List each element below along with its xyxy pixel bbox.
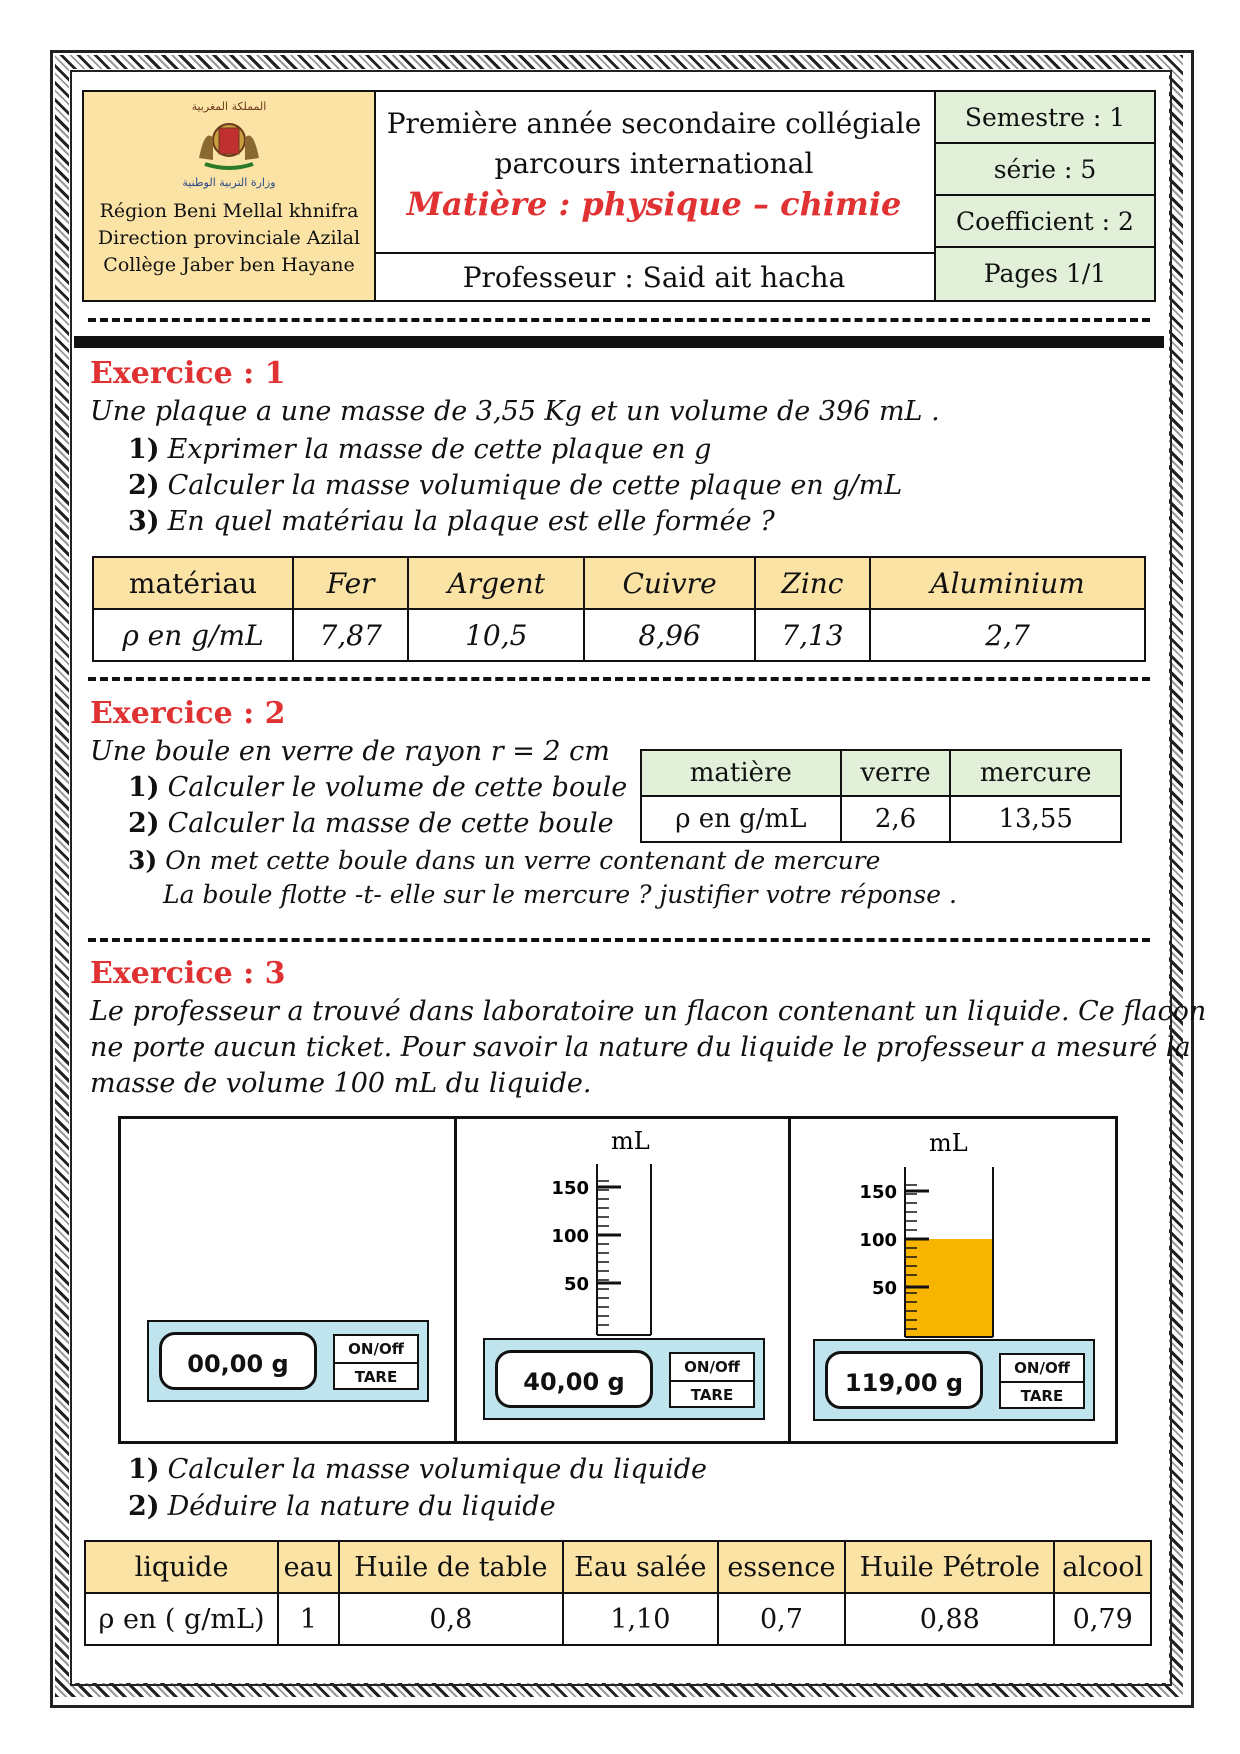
table-cell: 2,7	[870, 609, 1145, 661]
graduated-cylinder-filled	[791, 1119, 1115, 1341]
table-cell: 8,96	[584, 609, 755, 661]
tick-label: 150	[551, 1178, 589, 1199]
table-cell: Cuivre	[584, 557, 755, 609]
semester-cell: Semestre : 1	[936, 92, 1154, 144]
exercise-2-statement: Une boule en verre de rayon r = 2 cm	[90, 736, 610, 767]
exercise-3-question-1: 1) Calculer la masse volumique du liquide	[128, 1454, 707, 1485]
divider-thick	[74, 336, 1164, 348]
exercise-2-question-1: 1) Calculer le volume de cette boule	[128, 772, 628, 803]
table-cell: 7,87	[293, 609, 408, 661]
table-header-row	[93, 557, 1145, 609]
panel-empty-scale	[121, 1119, 457, 1441]
tare-button: TARE	[354, 1368, 398, 1386]
table-cell: verre	[841, 750, 951, 796]
unit-label: mL	[929, 1129, 968, 1157]
exercise-2-question-3: 3) On met cette boule dans un verre contenant de mercure	[128, 846, 881, 875]
series-cell: série : 5	[936, 144, 1154, 196]
table-cell: mercure	[950, 750, 1121, 796]
table-cell: Fer	[293, 557, 408, 609]
table-cell: 1	[278, 1593, 339, 1645]
tick-label: 100	[551, 1226, 589, 1247]
table-header-row	[641, 750, 1121, 796]
panel-empty-cylinder	[457, 1119, 791, 1441]
density-table-liquids	[84, 1540, 1152, 1646]
scale-with-cylinder	[483, 1338, 765, 1420]
tick-label: 50	[871, 1278, 897, 1299]
subject-title: Matière : physique – chimie	[406, 185, 902, 223]
direction-text: Direction provinciale Azilal	[97, 227, 361, 249]
scale-buttons	[999, 1353, 1085, 1409]
table-row	[641, 796, 1121, 842]
tick-label: 100	[859, 1230, 897, 1251]
table-cell: Huile Pétrole	[845, 1541, 1054, 1593]
exercise-2-question-2: 2) Calculer la masse de cette boule	[128, 808, 614, 839]
table-cell: ρ en g/mL	[641, 796, 841, 842]
table-cell: 0,88	[845, 1593, 1054, 1645]
scale-empty	[147, 1320, 429, 1402]
header-institution	[84, 92, 376, 300]
tare-button: TARE	[690, 1386, 734, 1404]
scale-display: 00,00 g	[159, 1332, 317, 1390]
exercise-3-line-2: ne porte aucun ticket. Pour savoir la nature du liquide le professeur a mesuré la	[90, 1032, 1191, 1063]
table-cell: Zinc	[755, 557, 870, 609]
graduated-cylinder-empty	[457, 1119, 791, 1339]
scale-display: 119,00 g	[825, 1351, 983, 1409]
on-off-button: ON/Off	[1001, 1355, 1083, 1383]
table-header-row	[85, 1541, 1151, 1593]
density-table-glass-mercury	[640, 749, 1122, 843]
tick-label: 150	[859, 1182, 897, 1203]
table-cell: matériau	[93, 557, 293, 609]
table-cell: matière	[641, 750, 841, 796]
level-title: Première année secondaire collégiale	[386, 107, 922, 140]
table-cell: alcool	[1054, 1541, 1151, 1593]
table-cell: 0,79	[1054, 1593, 1151, 1645]
svg-text:المملكة المغربية: المملكة المغربية	[191, 100, 267, 113]
svg-text:وزارة التربية الوطنية: وزارة التربية الوطنية	[182, 176, 276, 189]
table-cell: Aluminium	[870, 557, 1145, 609]
density-table-materials	[92, 556, 1146, 662]
table-cell: eau	[278, 1541, 339, 1593]
tick-marks	[597, 1181, 609, 1325]
exercise-3-line-1: Le professeur a trouvé dans laboratoire un flacon contenant un liquide. Ce flacon	[90, 996, 1207, 1027]
exercise-2-title: Exercice : 2	[90, 696, 286, 731]
region-text: Région Beni Mellal khnifra	[99, 200, 359, 222]
exercise-3-line-3: masse de volume 100 mL du liquide.	[90, 1068, 592, 1099]
divider-dashed	[88, 318, 1150, 322]
scale-with-liquid	[813, 1339, 1095, 1421]
table-cell: 1,10	[563, 1593, 718, 1645]
header-title	[374, 92, 936, 252]
divider-dashed	[88, 677, 1150, 681]
on-off-button: ON/Off	[335, 1336, 417, 1364]
table-cell: essence	[718, 1541, 845, 1593]
table-cell: liquide	[85, 1541, 278, 1593]
coefficient-cell: Coefficient : 2	[936, 196, 1154, 248]
exercise-1-question-1: 1) Exprimer la masse de cette plaque en g	[128, 434, 712, 465]
scale-buttons	[333, 1334, 419, 1390]
college-text: Collège Jaber ben Hayane	[103, 254, 355, 276]
pages-cell: Pages 1/1	[936, 248, 1154, 300]
exercise-3-question-2: 2) Déduire la nature du liquide	[128, 1491, 556, 1522]
exercise-1-question-3: 3) En quel matériau la plaque est elle formée ?	[128, 506, 775, 537]
scale-display: 40,00 g	[495, 1350, 653, 1408]
kingdom-emblem-icon	[169, 98, 289, 190]
track-title: parcours international	[494, 147, 814, 180]
scale-buttons	[669, 1352, 755, 1408]
table-cell: 13,55	[950, 796, 1121, 842]
tick-label: 50	[563, 1274, 589, 1295]
table-cell: ρ en ( g/mL)	[85, 1593, 278, 1645]
table-cell: 0,7	[718, 1593, 845, 1645]
on-off-button: ON/Off	[671, 1354, 753, 1382]
table-cell: 10,5	[408, 609, 584, 661]
tare-button: TARE	[1020, 1387, 1064, 1405]
professor-name: Professeur : Said ait hacha	[374, 252, 936, 302]
exercise-2-question-3-continued: La boule flotte -t- elle sur le mercure ? justifier votre réponse .	[163, 880, 957, 909]
table-cell: Argent	[408, 557, 584, 609]
table-row	[85, 1593, 1151, 1645]
divider-dashed	[88, 938, 1150, 942]
table-cell: 0,8	[339, 1593, 563, 1645]
exercise-3-title: Exercice : 3	[90, 956, 286, 991]
table-row	[93, 609, 1145, 661]
header-box	[82, 90, 1156, 302]
table-cell: Huile de table	[339, 1541, 563, 1593]
table-cell: 7,13	[755, 609, 870, 661]
panel-filled-cylinder	[791, 1119, 1115, 1441]
exercise-1-question-2: 2) Calculer la masse volumique de cette plaque en g/mL	[128, 470, 903, 501]
exercise-1-title: Exercice : 1	[90, 356, 286, 391]
table-cell: 2,6	[841, 796, 951, 842]
unit-label: mL	[611, 1127, 650, 1155]
table-cell: Eau salée	[563, 1541, 718, 1593]
exercise-1-statement: Une plaque a une masse de 3,55 Kg et un volume de 396 mL .	[90, 396, 940, 427]
header-info	[936, 92, 1154, 300]
experiment-figure	[118, 1116, 1118, 1444]
table-cell: ρ en g/mL	[93, 609, 293, 661]
